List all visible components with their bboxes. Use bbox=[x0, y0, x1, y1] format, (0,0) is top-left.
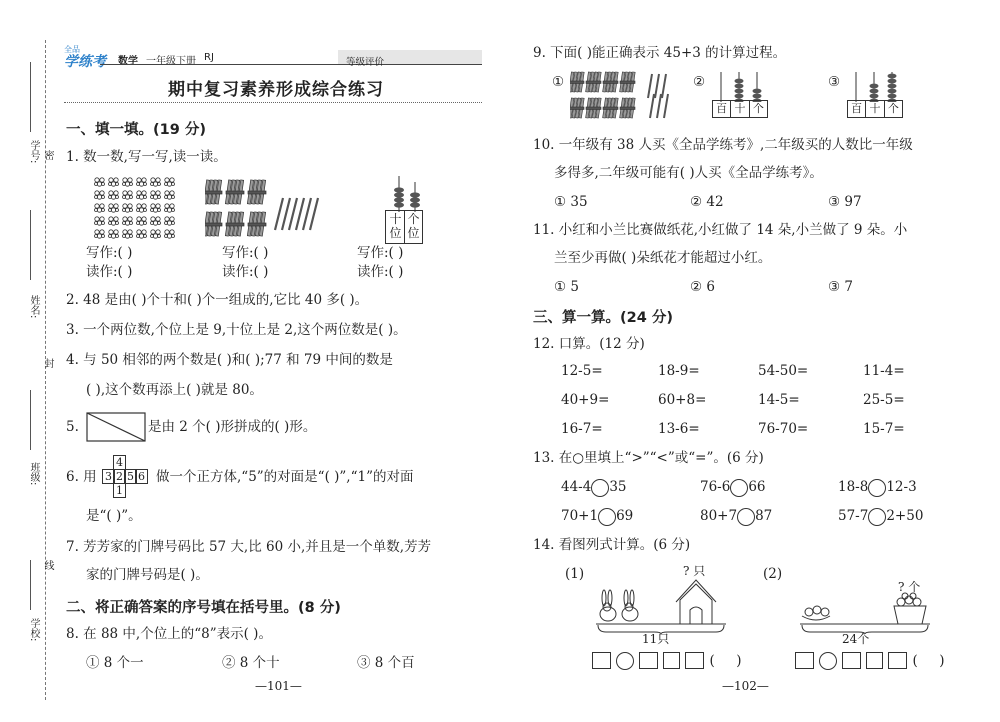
q11-option-3[interactable]: ③ 7 bbox=[828, 279, 853, 295]
q1-write-1[interactable]: 写作:( ) bbox=[86, 245, 133, 261]
cube-face-row-1: 3 bbox=[102, 469, 115, 484]
q9-abacus-2 bbox=[712, 70, 766, 102]
q12-item[interactable]: 18-9= bbox=[658, 363, 700, 379]
answer-box[interactable] bbox=[888, 652, 907, 669]
equals-box[interactable] bbox=[663, 652, 680, 669]
question-2: 2. 48 是由( )个十和( )个一组成的,它比 40 多( )。 bbox=[66, 292, 369, 308]
page-number-right: —102— bbox=[722, 679, 769, 693]
question-7-line1: 7. 芳芳家的门牌号码比 57 大,比 60 小,并且是一个单数,芳芳 bbox=[66, 539, 432, 555]
q12-item[interactable]: 12-5= bbox=[561, 363, 603, 379]
q13-item-3: 18-8 12-3 bbox=[838, 479, 917, 495]
seal-mark-mi: 密 bbox=[42, 150, 53, 160]
operator-circle[interactable] bbox=[616, 652, 634, 670]
q14-part1-label: (1) bbox=[565, 566, 585, 582]
q10-option-1[interactable]: ① 35 bbox=[554, 194, 588, 210]
q8-option-1[interactable]: ① 8 个一 bbox=[86, 655, 144, 671]
question-11-line2: 兰至少再做( )朵纸花才能超过小红。 bbox=[554, 250, 772, 266]
cube-face-row-2: 2 bbox=[113, 469, 126, 484]
rectangle-diagonal-figure bbox=[86, 412, 146, 442]
question-6: 做一个正方体,“5”的对面是“( )”,“1”的对面 bbox=[156, 469, 414, 485]
q8-option-3[interactable]: ③ 8 个百 bbox=[357, 655, 415, 671]
question-10-line1: 10. 一年级有 38 人买《全品学练考》,二年级买的人数比一年级 bbox=[533, 137, 913, 153]
question-12: 12. 口算。(12 分) bbox=[533, 336, 645, 352]
cube-face-bottom: 1 bbox=[113, 483, 126, 498]
q14-part2-question: ? 个 bbox=[898, 580, 921, 594]
binding-line bbox=[45, 40, 46, 700]
stick-bundles-picture bbox=[205, 178, 323, 240]
id-label: 学号: bbox=[28, 140, 39, 164]
page-number-left: —101— bbox=[255, 679, 302, 693]
question-11-line1: 11. 小红和小兰比赛做纸花,小红做了 14 朵,小兰做了 9 朵。小 bbox=[533, 222, 908, 238]
fruits-basket-picture bbox=[800, 592, 930, 626]
grade-eval-box[interactable] bbox=[338, 50, 482, 68]
header-rule bbox=[100, 64, 482, 65]
answer-box[interactable] bbox=[842, 652, 861, 669]
compare-circle[interactable] bbox=[868, 508, 886, 526]
q9-abacus-3 bbox=[847, 70, 901, 102]
header-subject: 数学 bbox=[118, 56, 138, 67]
question-13: 13. 在○里填上“>”“<”或“=”。(6 分) bbox=[533, 450, 764, 466]
q1-write-2[interactable]: 写作:( ) bbox=[222, 245, 269, 261]
q8-option-2[interactable]: ② 8 个十 bbox=[222, 655, 280, 671]
q14-part1-question: ? 只 bbox=[683, 564, 706, 578]
abacus-q1 bbox=[385, 176, 431, 212]
flowers-picture bbox=[92, 175, 184, 243]
abacus-tens: 十 位 bbox=[389, 212, 402, 240]
q9-option-1[interactable]: ① bbox=[552, 74, 565, 90]
title-dots bbox=[64, 102, 482, 103]
q12-item[interactable]: 14-5= bbox=[758, 392, 800, 408]
q1-read-3[interactable]: 读作:( ) bbox=[357, 264, 404, 280]
grade-eval-label: 等级评价 bbox=[346, 57, 385, 68]
q12-item[interactable]: 25-5= bbox=[863, 392, 905, 408]
compare-circle[interactable] bbox=[737, 508, 755, 526]
q11-option-2[interactable]: ② 6 bbox=[690, 279, 715, 295]
q12-item[interactable]: 60+8= bbox=[658, 392, 707, 408]
question-3: 3. 一个两位数,个位上是 9,十位上是 2,这个两位数是( )。 bbox=[66, 322, 407, 338]
question-1: 1. 数一数,写一写,读一读。 bbox=[66, 149, 227, 165]
q14-part1-answer bbox=[592, 650, 741, 670]
cube-net bbox=[102, 455, 154, 497]
abacus-ones: 个 位 bbox=[407, 212, 420, 240]
unit-paren[interactable]: ( ) bbox=[709, 653, 742, 669]
cube-face-row-3: 5 bbox=[124, 469, 137, 484]
q13-item-6: 57-7 2+50 bbox=[838, 508, 924, 524]
answer-box[interactable] bbox=[639, 652, 658, 669]
q12-item[interactable]: 76-70= bbox=[758, 421, 809, 437]
compare-circle[interactable] bbox=[868, 479, 886, 497]
name-field[interactable] bbox=[30, 210, 31, 280]
q13-item-4: 70+1 69 bbox=[561, 508, 634, 524]
question-5: 是由 2 个( )形拼成的( )形。 bbox=[148, 419, 317, 435]
seal-mark-feng: 封 bbox=[42, 358, 53, 368]
logo: 全品 学练考 bbox=[64, 45, 106, 70]
q10-option-2[interactable]: ② 42 bbox=[690, 194, 724, 210]
abacus-divider bbox=[404, 211, 405, 243]
q9-bundles-picture bbox=[570, 70, 688, 120]
q1-write-3[interactable]: 写作:( ) bbox=[357, 245, 404, 261]
q12-item[interactable]: 13-6= bbox=[658, 421, 700, 437]
id-field[interactable] bbox=[30, 62, 31, 132]
q13-item-5: 80+7 87 bbox=[700, 508, 773, 524]
q9-abacus-3-base: 百 十 个 bbox=[847, 100, 903, 118]
section-3-heading: 三、算一算。(24 分) bbox=[533, 310, 673, 326]
answer-box[interactable] bbox=[685, 652, 704, 669]
compare-circle[interactable] bbox=[598, 508, 616, 526]
question-6-line2: 是“( )”。 bbox=[86, 508, 142, 524]
q12-item[interactable]: 54-50= bbox=[758, 363, 809, 379]
compare-circle[interactable] bbox=[730, 479, 748, 497]
question-8: 8. 在 88 中,个位上的“8”表示( )。 bbox=[66, 626, 272, 642]
q12-item[interactable]: 16-7= bbox=[561, 421, 603, 437]
question-5-number: 5. bbox=[66, 419, 79, 435]
name-label: 姓名: bbox=[28, 295, 39, 319]
equals-box[interactable] bbox=[866, 652, 883, 669]
question-4-line2: ( ),这个数再添上( )就是 80。 bbox=[86, 382, 263, 398]
question-10-line2: 多得多,二年级可能有( )人买《全品学练考》。 bbox=[554, 165, 823, 181]
page-title: 期中复习素养形成综合练习 bbox=[168, 80, 384, 100]
operator-circle[interactable] bbox=[819, 652, 837, 670]
question-6-number: 6. 用 bbox=[66, 469, 97, 485]
q12-item[interactable]: 40+9= bbox=[561, 392, 610, 408]
question-4-line1: 4. 与 50 相邻的两个数是( )和( );77 和 79 中间的数是 bbox=[66, 352, 393, 368]
question-14: 14. 看图列式计算。(6 分) bbox=[533, 537, 691, 553]
cube-face-row-4: 6 bbox=[135, 469, 148, 484]
class-label: 班级: bbox=[28, 462, 39, 486]
q9-option-2[interactable]: ② bbox=[693, 74, 706, 90]
compare-circle[interactable] bbox=[591, 479, 609, 497]
section-1-heading: 一、填一填。(19 分) bbox=[66, 122, 206, 138]
school-field[interactable] bbox=[30, 560, 31, 610]
question-9: 9. 下面( )能正确表示 45+3 的计算过程。 bbox=[533, 45, 787, 61]
class-field[interactable] bbox=[30, 390, 31, 450]
q14-part2-label: (2) bbox=[763, 566, 783, 582]
seal-mark-line: 线 bbox=[42, 560, 53, 570]
section-2-heading: 二、将正确答案的序号填在括号里。(8 分) bbox=[66, 600, 341, 616]
answer-box[interactable] bbox=[592, 652, 611, 669]
q14-part2-answer bbox=[795, 650, 944, 670]
q12-item[interactable]: 15-7= bbox=[863, 421, 905, 437]
q13-item-2: 76-6 66 bbox=[700, 479, 766, 495]
unit-paren[interactable]: ( ) bbox=[912, 653, 945, 669]
q14-part2-total: 24个 bbox=[842, 632, 870, 646]
answer-box[interactable] bbox=[795, 652, 814, 669]
abacus-base bbox=[385, 210, 423, 244]
q1-read-2[interactable]: 读作:( ) bbox=[222, 264, 269, 280]
q9-option-3[interactable]: ③ bbox=[828, 74, 841, 90]
q12-item[interactable]: 11-4= bbox=[863, 363, 905, 379]
q13-item-1: 44-4 35 bbox=[561, 479, 627, 495]
header-grade: 一年级下册 bbox=[146, 56, 196, 67]
cube-face-top: 4 bbox=[113, 455, 126, 470]
school-label: 学校: bbox=[28, 618, 39, 642]
question-7-line2: 家的门牌号码是( )。 bbox=[86, 567, 209, 583]
q10-option-3[interactable]: ③ 97 bbox=[828, 194, 862, 210]
q14-part1-total: 11只 bbox=[642, 632, 670, 646]
q11-option-1[interactable]: ① 5 bbox=[554, 279, 579, 295]
q9-abacus-2-base: 百 十 个 bbox=[712, 100, 768, 118]
q1-read-1[interactable]: 读作:( ) bbox=[86, 264, 133, 280]
rabbits-house-picture bbox=[596, 578, 726, 630]
header-edition: RJ bbox=[204, 52, 214, 63]
